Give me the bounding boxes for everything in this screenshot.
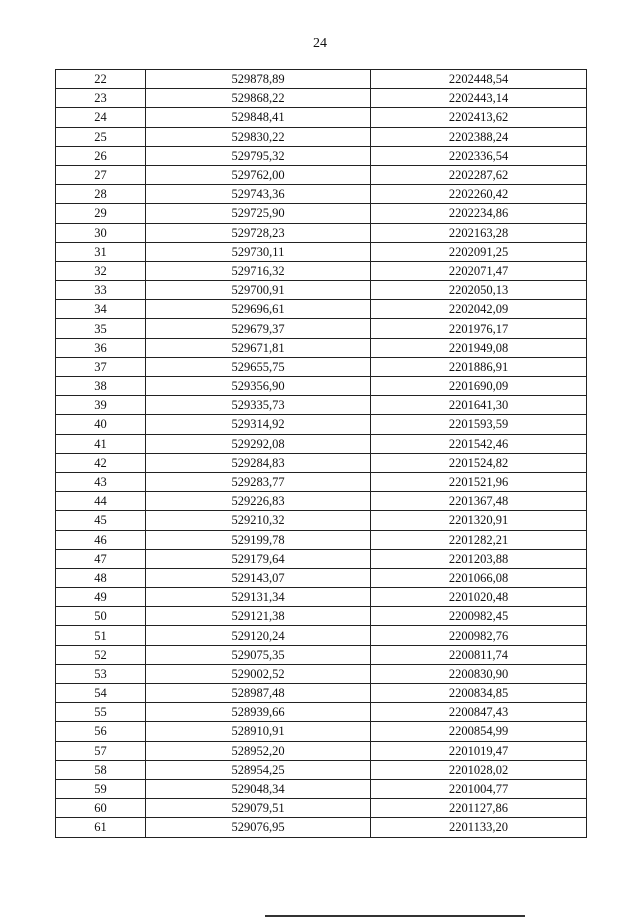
point-number-cell: 38 bbox=[56, 377, 146, 396]
y-coordinate-cell: 2201886,91 bbox=[371, 357, 587, 376]
x-coordinate-cell: 529725,90 bbox=[146, 204, 371, 223]
y-coordinate-cell: 2201020,48 bbox=[371, 588, 587, 607]
y-coordinate-cell: 2201320,91 bbox=[371, 511, 587, 530]
x-coordinate-cell: 529120,24 bbox=[146, 626, 371, 645]
point-number-cell: 50 bbox=[56, 607, 146, 626]
y-coordinate-cell: 2200982,45 bbox=[371, 607, 587, 626]
table-row bbox=[56, 70, 587, 89]
table-row bbox=[56, 645, 587, 664]
y-coordinate-cell: 2200834,85 bbox=[371, 684, 587, 703]
x-coordinate-cell: 529335,73 bbox=[146, 396, 371, 415]
table-row bbox=[56, 415, 587, 434]
point-number-cell: 59 bbox=[56, 779, 146, 798]
point-number-cell: 56 bbox=[56, 722, 146, 741]
y-coordinate-cell: 2202388,24 bbox=[371, 127, 587, 146]
table-row bbox=[56, 261, 587, 280]
y-coordinate-cell: 2202042,09 bbox=[371, 300, 587, 319]
point-number-cell: 40 bbox=[56, 415, 146, 434]
y-coordinate-cell: 2201949,08 bbox=[371, 338, 587, 357]
y-coordinate-cell: 2201524,82 bbox=[371, 453, 587, 472]
y-coordinate-cell: 2202071,47 bbox=[371, 261, 587, 280]
x-coordinate-cell: 529210,32 bbox=[146, 511, 371, 530]
table-row bbox=[56, 338, 587, 357]
point-number-cell: 45 bbox=[56, 511, 146, 530]
table-row bbox=[56, 568, 587, 587]
y-coordinate-cell: 2202260,42 bbox=[371, 185, 587, 204]
x-coordinate-cell: 529075,35 bbox=[146, 645, 371, 664]
point-number-cell: 49 bbox=[56, 588, 146, 607]
x-coordinate-cell: 529314,92 bbox=[146, 415, 371, 434]
y-coordinate-cell: 2202050,13 bbox=[371, 281, 587, 300]
y-coordinate-cell: 2202336,54 bbox=[371, 146, 587, 165]
table-row bbox=[56, 319, 587, 338]
x-coordinate-cell: 529730,11 bbox=[146, 242, 371, 261]
table-row bbox=[56, 779, 587, 798]
page-number: 24 bbox=[313, 36, 327, 51]
table-row bbox=[56, 223, 587, 242]
x-coordinate-cell: 529048,34 bbox=[146, 779, 371, 798]
point-number-cell: 26 bbox=[56, 146, 146, 165]
table-row bbox=[56, 89, 587, 108]
y-coordinate-cell: 2201127,86 bbox=[371, 799, 587, 818]
table-row bbox=[56, 357, 587, 376]
y-coordinate-cell: 2201542,46 bbox=[371, 434, 587, 453]
table-row bbox=[56, 818, 587, 837]
y-coordinate-cell: 2201133,20 bbox=[371, 818, 587, 837]
y-coordinate-cell: 2201641,30 bbox=[371, 396, 587, 415]
x-coordinate-cell: 528954,25 bbox=[146, 760, 371, 779]
table-row bbox=[56, 799, 587, 818]
point-number-cell: 44 bbox=[56, 492, 146, 511]
x-coordinate-cell: 529121,38 bbox=[146, 607, 371, 626]
x-coordinate-cell: 529671,81 bbox=[146, 338, 371, 357]
point-number-cell: 24 bbox=[56, 108, 146, 127]
point-number-cell: 54 bbox=[56, 684, 146, 703]
point-number-cell: 60 bbox=[56, 799, 146, 818]
point-number-cell: 32 bbox=[56, 261, 146, 280]
x-coordinate-cell: 529356,90 bbox=[146, 377, 371, 396]
point-number-cell: 55 bbox=[56, 703, 146, 722]
x-coordinate-cell: 528939,66 bbox=[146, 703, 371, 722]
point-number-cell: 29 bbox=[56, 204, 146, 223]
x-coordinate-cell: 529696,61 bbox=[146, 300, 371, 319]
table-row bbox=[56, 185, 587, 204]
point-number-cell: 35 bbox=[56, 319, 146, 338]
table-row bbox=[56, 377, 587, 396]
y-coordinate-cell: 2201521,96 bbox=[371, 472, 587, 491]
point-number-cell: 37 bbox=[56, 357, 146, 376]
point-number-cell: 42 bbox=[56, 453, 146, 472]
x-coordinate-cell: 528910,91 bbox=[146, 722, 371, 741]
y-coordinate-cell: 2202091,25 bbox=[371, 242, 587, 261]
y-coordinate-cell: 2201282,21 bbox=[371, 530, 587, 549]
x-coordinate-cell: 529868,22 bbox=[146, 89, 371, 108]
point-number-cell: 58 bbox=[56, 760, 146, 779]
y-coordinate-cell: 2201690,09 bbox=[371, 377, 587, 396]
table-row bbox=[56, 722, 587, 741]
point-number-cell: 34 bbox=[56, 300, 146, 319]
table-row bbox=[56, 396, 587, 415]
point-number-cell: 33 bbox=[56, 281, 146, 300]
point-number-cell: 25 bbox=[56, 127, 146, 146]
point-number-cell: 43 bbox=[56, 472, 146, 491]
y-coordinate-cell: 2200847,43 bbox=[371, 703, 587, 722]
x-coordinate-cell: 529762,00 bbox=[146, 165, 371, 184]
x-coordinate-cell: 529131,34 bbox=[146, 588, 371, 607]
table-row bbox=[56, 434, 587, 453]
coordinates-table bbox=[55, 69, 587, 838]
table-row bbox=[56, 741, 587, 760]
table-row bbox=[56, 588, 587, 607]
point-number-cell: 30 bbox=[56, 223, 146, 242]
x-coordinate-cell: 529143,07 bbox=[146, 568, 371, 587]
x-coordinate-cell: 529655,75 bbox=[146, 357, 371, 376]
y-coordinate-cell: 2201976,17 bbox=[371, 319, 587, 338]
table-row bbox=[56, 607, 587, 626]
point-number-cell: 39 bbox=[56, 396, 146, 415]
table-row bbox=[56, 146, 587, 165]
x-coordinate-cell: 528987,48 bbox=[146, 684, 371, 703]
table-row bbox=[56, 242, 587, 261]
y-coordinate-cell: 2202448,54 bbox=[371, 70, 587, 89]
point-number-cell: 61 bbox=[56, 818, 146, 837]
x-coordinate-cell: 529284,83 bbox=[146, 453, 371, 472]
x-coordinate-cell: 529079,51 bbox=[146, 799, 371, 818]
x-coordinate-cell: 529848,41 bbox=[146, 108, 371, 127]
y-coordinate-cell: 2200982,76 bbox=[371, 626, 587, 645]
table-row bbox=[56, 453, 587, 472]
x-coordinate-cell: 529878,89 bbox=[146, 70, 371, 89]
y-coordinate-cell: 2200854,99 bbox=[371, 722, 587, 741]
y-coordinate-cell: 2201593,59 bbox=[371, 415, 587, 434]
x-coordinate-cell: 529292,08 bbox=[146, 434, 371, 453]
point-number-cell: 41 bbox=[56, 434, 146, 453]
table-row bbox=[56, 492, 587, 511]
table-row bbox=[56, 684, 587, 703]
y-coordinate-cell: 2201066,08 bbox=[371, 568, 587, 587]
table-row bbox=[56, 165, 587, 184]
x-coordinate-cell: 529199,78 bbox=[146, 530, 371, 549]
point-number-cell: 27 bbox=[56, 165, 146, 184]
table-row bbox=[56, 626, 587, 645]
y-coordinate-cell: 2202443,14 bbox=[371, 89, 587, 108]
y-coordinate-cell: 2202413,62 bbox=[371, 108, 587, 127]
x-coordinate-cell: 529226,83 bbox=[146, 492, 371, 511]
table-row bbox=[56, 760, 587, 779]
x-coordinate-cell: 529002,52 bbox=[146, 664, 371, 683]
table-row bbox=[56, 472, 587, 491]
x-coordinate-cell: 529728,23 bbox=[146, 223, 371, 242]
x-coordinate-cell: 529679,37 bbox=[146, 319, 371, 338]
point-number-cell: 23 bbox=[56, 89, 146, 108]
y-coordinate-cell: 2202234,86 bbox=[371, 204, 587, 223]
y-coordinate-cell: 2200830,90 bbox=[371, 664, 587, 683]
table-row bbox=[56, 664, 587, 683]
point-number-cell: 22 bbox=[56, 70, 146, 89]
point-number-cell: 46 bbox=[56, 530, 146, 549]
y-coordinate-cell: 2201004,77 bbox=[371, 779, 587, 798]
table-row bbox=[56, 108, 587, 127]
point-number-cell: 48 bbox=[56, 568, 146, 587]
y-coordinate-cell: 2202287,62 bbox=[371, 165, 587, 184]
point-number-cell: 52 bbox=[56, 645, 146, 664]
point-number-cell: 28 bbox=[56, 185, 146, 204]
point-number-cell: 51 bbox=[56, 626, 146, 645]
table-row bbox=[56, 127, 587, 146]
coordinates-table-body bbox=[56, 70, 587, 838]
table-row bbox=[56, 300, 587, 319]
y-coordinate-cell: 2201019,47 bbox=[371, 741, 587, 760]
x-coordinate-cell: 529830,22 bbox=[146, 127, 371, 146]
point-number-cell: 36 bbox=[56, 338, 146, 357]
point-number-cell: 57 bbox=[56, 741, 146, 760]
table-row bbox=[56, 549, 587, 568]
x-coordinate-cell: 529700,91 bbox=[146, 281, 371, 300]
table-row bbox=[56, 530, 587, 549]
point-number-cell: 31 bbox=[56, 242, 146, 261]
x-coordinate-cell: 529076,95 bbox=[146, 818, 371, 837]
x-coordinate-cell: 529283,77 bbox=[146, 472, 371, 491]
y-coordinate-cell: 2201367,48 bbox=[371, 492, 587, 511]
table-row bbox=[56, 703, 587, 722]
x-coordinate-cell: 529716,32 bbox=[146, 261, 371, 280]
y-coordinate-cell: 2200811,74 bbox=[371, 645, 587, 664]
bottom-rule bbox=[265, 915, 525, 917]
point-number-cell: 47 bbox=[56, 549, 146, 568]
x-coordinate-cell: 529743,36 bbox=[146, 185, 371, 204]
x-coordinate-cell: 528952,20 bbox=[146, 741, 371, 760]
table-row bbox=[56, 204, 587, 223]
table-row bbox=[56, 281, 587, 300]
y-coordinate-cell: 2201203,88 bbox=[371, 549, 587, 568]
x-coordinate-cell: 529179,64 bbox=[146, 549, 371, 568]
y-coordinate-cell: 2201028,02 bbox=[371, 760, 587, 779]
x-coordinate-cell: 529795,32 bbox=[146, 146, 371, 165]
y-coordinate-cell: 2202163,28 bbox=[371, 223, 587, 242]
point-number-cell: 53 bbox=[56, 664, 146, 683]
table-row bbox=[56, 511, 587, 530]
